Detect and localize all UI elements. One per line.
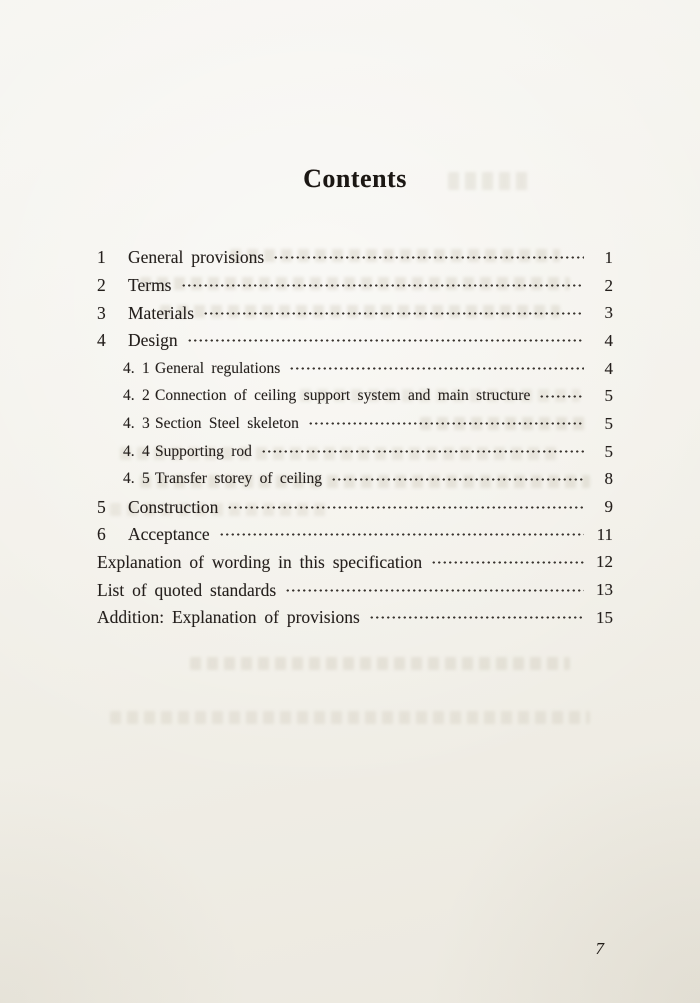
toc-leader [181, 272, 585, 299]
toc-entry-page: 9 [604, 497, 613, 517]
toc-entry-number: 4. 5 [123, 470, 150, 488]
toc-entry [97, 299, 613, 327]
toc-entry-page: 4 [604, 330, 613, 350]
toc-entry-page: 2 [604, 275, 613, 295]
toc-entry-page: 5 [604, 386, 613, 406]
toc-entry [97, 382, 613, 410]
toc-entry-label: Terms [128, 275, 172, 296]
toc-leader [331, 466, 584, 493]
toc-entry-label: Supporting rod [155, 442, 252, 460]
toc-entry-page: 12 [596, 552, 613, 572]
page-title: Contents [303, 164, 407, 193]
toc-entry [97, 355, 613, 383]
toc-entry [97, 438, 613, 466]
toc-entry-label: List of quoted standards [97, 579, 277, 600]
toc-entry-page: 5 [604, 441, 613, 461]
toc-leader [308, 410, 584, 437]
toc-entry-page: 4 [604, 358, 613, 378]
toc-leader [227, 494, 584, 521]
toc-entry-page: 15 [596, 607, 613, 627]
toc-entry-page: 11 [596, 524, 613, 544]
toc-leader [203, 300, 584, 327]
toc-entry-label: Section Steel skeleton [155, 414, 299, 432]
toc-entry [97, 576, 613, 604]
toc-entry-label: Construction [128, 496, 219, 517]
bleedthrough-text [110, 711, 590, 724]
toc-leader [369, 604, 584, 631]
toc-entry-number: 2 [97, 275, 106, 296]
toc-entry [97, 604, 613, 632]
toc-leader [187, 327, 584, 354]
toc-entry-number: 3 [97, 302, 106, 323]
toc-entry-number: 4 [97, 330, 106, 351]
toc-entry-page: 13 [596, 580, 613, 600]
toc-entry-label: Transfer storey of ceiling [155, 470, 323, 488]
toc-entry-label: Addition: Explanation of provisions [97, 607, 360, 628]
toc-entry-page: 5 [604, 413, 613, 433]
toc-leader [273, 244, 584, 271]
toc-leader [219, 521, 584, 548]
toc-leader [539, 383, 584, 410]
toc-leader [431, 549, 584, 576]
toc-entry-number: 4. 2 [123, 387, 150, 405]
toc-entry-label: Design [128, 330, 178, 351]
toc-leader [289, 355, 584, 382]
toc-entry [97, 272, 613, 300]
toc-entry [97, 410, 613, 438]
toc-entry-number: 4. 1 [123, 359, 150, 377]
toc-leader [285, 577, 584, 604]
toc-entry-number: 4. 4 [123, 442, 150, 460]
toc-entry-number: 6 [97, 524, 106, 545]
toc-entry-number: 5 [97, 496, 106, 517]
toc-entry-page: 3 [604, 303, 613, 323]
toc-entry-label: Explanation of wording in this specification [97, 551, 423, 572]
toc-entry-label: General regulations [155, 359, 281, 377]
toc-entry-label: General provisions [128, 247, 265, 268]
toc-entry-number: 1 [97, 247, 106, 268]
toc-list [97, 244, 613, 632]
toc-entry [97, 549, 613, 577]
toc-entry-label: Acceptance [128, 524, 210, 545]
toc-entry [97, 521, 613, 549]
toc-entry-number: 4. 3 [123, 414, 150, 432]
page-number: 7 [595, 939, 604, 958]
toc-entry-label: Connection of ceiling support system and main structure [155, 387, 531, 405]
toc-entry-page: 8 [604, 469, 613, 489]
toc-entry [97, 466, 613, 494]
toc-leader [261, 438, 584, 465]
toc-entry-page: 1 [604, 247, 613, 267]
toc-entry [97, 244, 613, 272]
bleedthrough-text [190, 657, 570, 670]
toc-entry [97, 327, 613, 355]
toc-entry-label: Materials [128, 302, 195, 323]
toc-entry [97, 493, 613, 521]
